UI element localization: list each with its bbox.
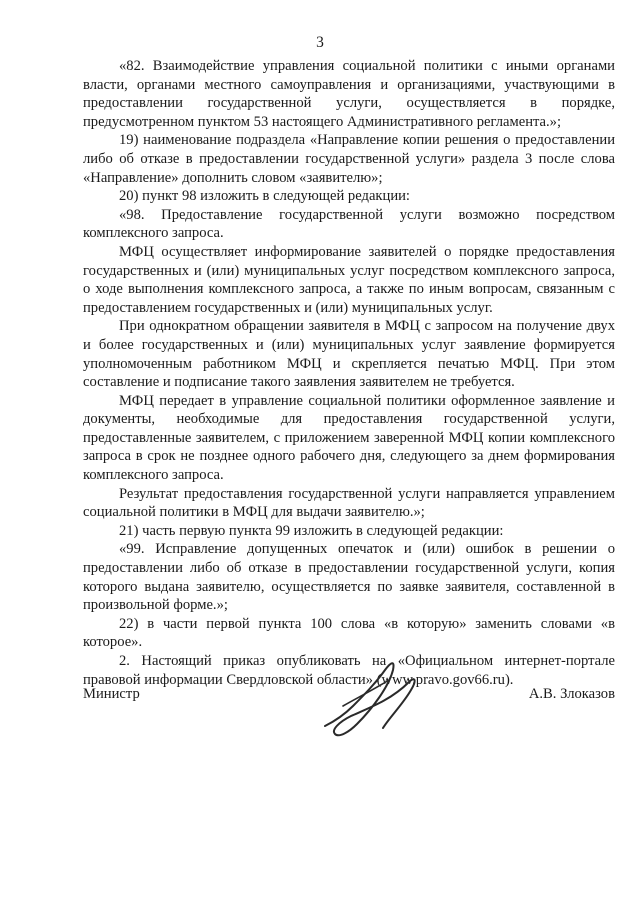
paragraph-mfc-informing: МФЦ осуществляет информирование заявителей о порядке предоставления государственных и (или) муниципальных услуг посредством комплексного запроса, о ходе выполнения комплексного запроса, а также по иным вопросам, связанным с предоставлением государственных и (или) муниципальных услуг. bbox=[83, 243, 615, 316]
paragraph-item-21: 21) часть первую пункта 99 изложить в следующей редакции: bbox=[119, 522, 504, 539]
document-body bbox=[83, 57, 615, 689]
paragraph-item-20: 20) пункт 98 изложить в следующей редакции: bbox=[119, 188, 410, 205]
paragraph-item-19: 19) наименование подраздела «Направление копии решения о предоставлении либо об отказе в предоставлении государственной услуги» раздела 3 после слова «Направление» дополнить словом «заявителю»; bbox=[83, 132, 615, 186]
paragraph-single-request: При однократном обращении заявителя в МФЦ с запросом на получение двух и более государственных и (или) муниципальных услуг заявление формируется уполномоченным работником МФЦ и скрепляется печатью МФЦ. При этом составление и подписание такого заявления заявителем не требуется. bbox=[83, 318, 615, 391]
paragraph-result: Результат предоставления государственной услуги направляется управлением социальной политики в МФЦ для выдачи заявителю.»; bbox=[83, 485, 615, 521]
paragraph-mfc-transfer: МФЦ передает в управление социальной политики оформленное заявление и документы, необходимые для предоставления государственной услуги, предоставленные заявителем, с приложением заверенной МФЦ копии комплексного запроса в срок не позднее одного рабочего дня, следующего за днем формирования комплексного запроса. bbox=[83, 392, 615, 484]
paragraph-publication: 2. Настоящий приказ опубликовать на «Официальном интернет-портале правовой информации Свердловской области» (www.pravo.gov66.ru). bbox=[83, 653, 615, 688]
signer-position: Министр bbox=[83, 686, 140, 702]
signature-block bbox=[83, 686, 615, 786]
paragraph-item-22: 22) в части первой пункта 100 слова «в которую» заменить словами «в которое». bbox=[83, 615, 615, 651]
handwritten-signature bbox=[313, 656, 433, 756]
signer-name: А.В. Злоказов bbox=[528, 686, 615, 702]
paragraph-point-98: «98. Предоставление государственной услуги возможно посредством комплексного запроса. bbox=[83, 206, 615, 242]
page-number: 3 bbox=[316, 34, 324, 51]
paragraph-item-82: «82. Взаимодействие управления социальной политики с иными органами власти, органами местного самоуправления и организациями, участвующими в предоставлении государственной услуги, осуществляется в порядке, предусмотренном пунктом 53 настоящего Административного регламента.»; bbox=[83, 58, 615, 130]
paragraph-point-99: «99. Исправление допущенных опечаток и (или) ошибок в решении о предоставлении либо об отказе в предоставлении государственной услуги, копия которого выдана заявителю, осуществляется по заявке заявителя, составленной в произвольной форме.»; bbox=[83, 541, 615, 614]
